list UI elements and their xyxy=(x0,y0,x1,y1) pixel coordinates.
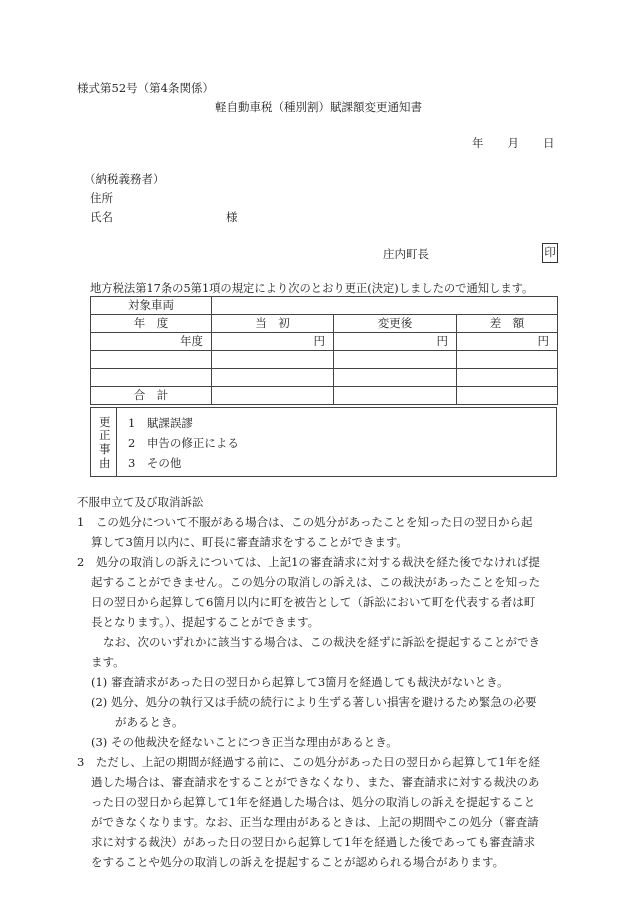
header-difference: 差 額 xyxy=(457,315,558,333)
objection-line: 3 ただし、上記の期間が経過する前に、この処分があった日の翌日から起算して1年を経 xyxy=(77,755,541,769)
objection-line: (3) その他裁決を経ないことにつき正当な理由があるとき。 xyxy=(91,735,398,749)
objection-line: (2) 処分、処分の執行又は手続の続行により生ずる著しい損害を避けるため緊急の必要 xyxy=(91,695,537,709)
objection-line: 2 処分の取消しの訴えについては、上記1の審査請求に対する裁決を経た後でなければ提 xyxy=(77,555,540,569)
name-label: 氏名 xyxy=(90,210,113,224)
reason-head-char: 更 xyxy=(99,415,111,429)
document-title: 軽自動車税（種別割）賦課額変更通知書 xyxy=(215,100,422,114)
objection-line: をすることや処分の取消しの訴えを提起することが認められる場合があります。 xyxy=(91,855,505,869)
year-cell: 年度 xyxy=(91,333,212,351)
total-changed-cell[interactable] xyxy=(334,387,457,405)
objection-line: ます。 xyxy=(91,655,125,669)
table-row xyxy=(91,297,558,315)
honorific-label: 様 xyxy=(226,210,238,224)
objection-title: 不服申立て及び取消訴訟 xyxy=(77,495,204,509)
objection-line: なお、次のいずれかに該当する場合は、この裁決を経ずに訴訟を提起することができ xyxy=(103,635,540,649)
reason-head-char: 事 xyxy=(99,442,111,456)
address-label: 住所 xyxy=(90,191,113,205)
table-cell[interactable] xyxy=(457,369,558,387)
header-changed: 変更後 xyxy=(334,315,457,333)
table-cell[interactable] xyxy=(334,369,457,387)
header-initial: 当 初 xyxy=(212,315,334,333)
correction-reason-box xyxy=(90,407,557,477)
mayor-label: 庄内町長 xyxy=(383,247,429,261)
table-cell[interactable] xyxy=(91,351,212,369)
table-cell[interactable] xyxy=(212,369,334,387)
reason-head-char: 由 xyxy=(99,456,111,470)
initial-amount-cell: 円 xyxy=(212,333,334,351)
taxpayer-label: （納税義務者） xyxy=(84,172,165,186)
objection-line: (1) 審査請求があった日の翌日から起算して3箇月を経過しても裁決がないとき。 xyxy=(91,675,509,689)
reason-item: 3 その他 xyxy=(128,456,182,470)
reason-head-char: 正 xyxy=(99,428,111,442)
difference-amount-cell: 円 xyxy=(457,333,558,351)
reason-item: 1 賦課誤謬 xyxy=(128,416,193,430)
total-initial-cell[interactable] xyxy=(212,387,334,405)
vehicle-cell[interactable] xyxy=(212,297,558,315)
table-cell[interactable] xyxy=(212,351,334,369)
table-row xyxy=(91,351,558,369)
reason-item: 2 申告の修正による xyxy=(128,436,239,450)
objection-line: 日の翌日から起算して6箇月以内に町を被告として（訴訟において町を代表する者は町 xyxy=(91,595,536,609)
table-cell[interactable] xyxy=(91,369,212,387)
vehicle-label: 対象車両 xyxy=(91,297,212,315)
date-month: 月 xyxy=(507,136,519,150)
objection-line: 求に対する裁決）があった日の翌日から起算して1年を経過した後であっても審査請求 xyxy=(91,835,536,849)
objection-line: った日の翌日から起算して1年を経過した場合は、処分の取消しの訴えを提起すること xyxy=(91,795,536,809)
table-cell[interactable] xyxy=(457,351,558,369)
table-header-row xyxy=(91,315,558,333)
header-year: 年 度 xyxy=(91,315,212,333)
objection-line: 過した場合は、審査請求をすることができなくなり、また、審査請求に対する裁決のあ xyxy=(91,775,540,789)
table-cell[interactable] xyxy=(334,351,457,369)
date-line xyxy=(472,138,555,150)
objection-line: 長となります。）、提起することができます。 xyxy=(91,615,320,629)
seal-mark: 印 xyxy=(542,243,558,263)
intro-text: 地方税法第17条の5第1項の規定により次のとおり更正(決定)しましたので通知します。 xyxy=(90,282,534,295)
correction-reason-heading xyxy=(91,408,117,476)
total-difference-cell[interactable] xyxy=(457,387,558,405)
date-day: 日 xyxy=(543,136,555,150)
table-total-row xyxy=(91,387,558,405)
table-row xyxy=(91,333,558,351)
date-year: 年 xyxy=(472,136,484,150)
table-row xyxy=(91,369,558,387)
objection-line: 起することができません。この処分の取消しの訴えは、この裁決があったことを知った xyxy=(91,575,541,589)
objection-line: があるとき。 xyxy=(115,715,184,729)
form-number: 様式第52号（第4条関係） xyxy=(77,81,214,95)
tax-change-table xyxy=(90,296,558,405)
total-label: 合 計 xyxy=(91,387,212,405)
changed-amount-cell: 円 xyxy=(334,333,457,351)
objection-line: ができなくなります。なお、正当な理由があるときは、上記の期間やこの処分（審査請 xyxy=(91,815,539,829)
objection-line: 算して3箇月以内に、町長に審査請求をすることができます。 xyxy=(91,535,408,549)
objection-line: 1 この処分について不服がある場合は、この処分があったことを知った日の翌日から起 xyxy=(77,515,533,529)
